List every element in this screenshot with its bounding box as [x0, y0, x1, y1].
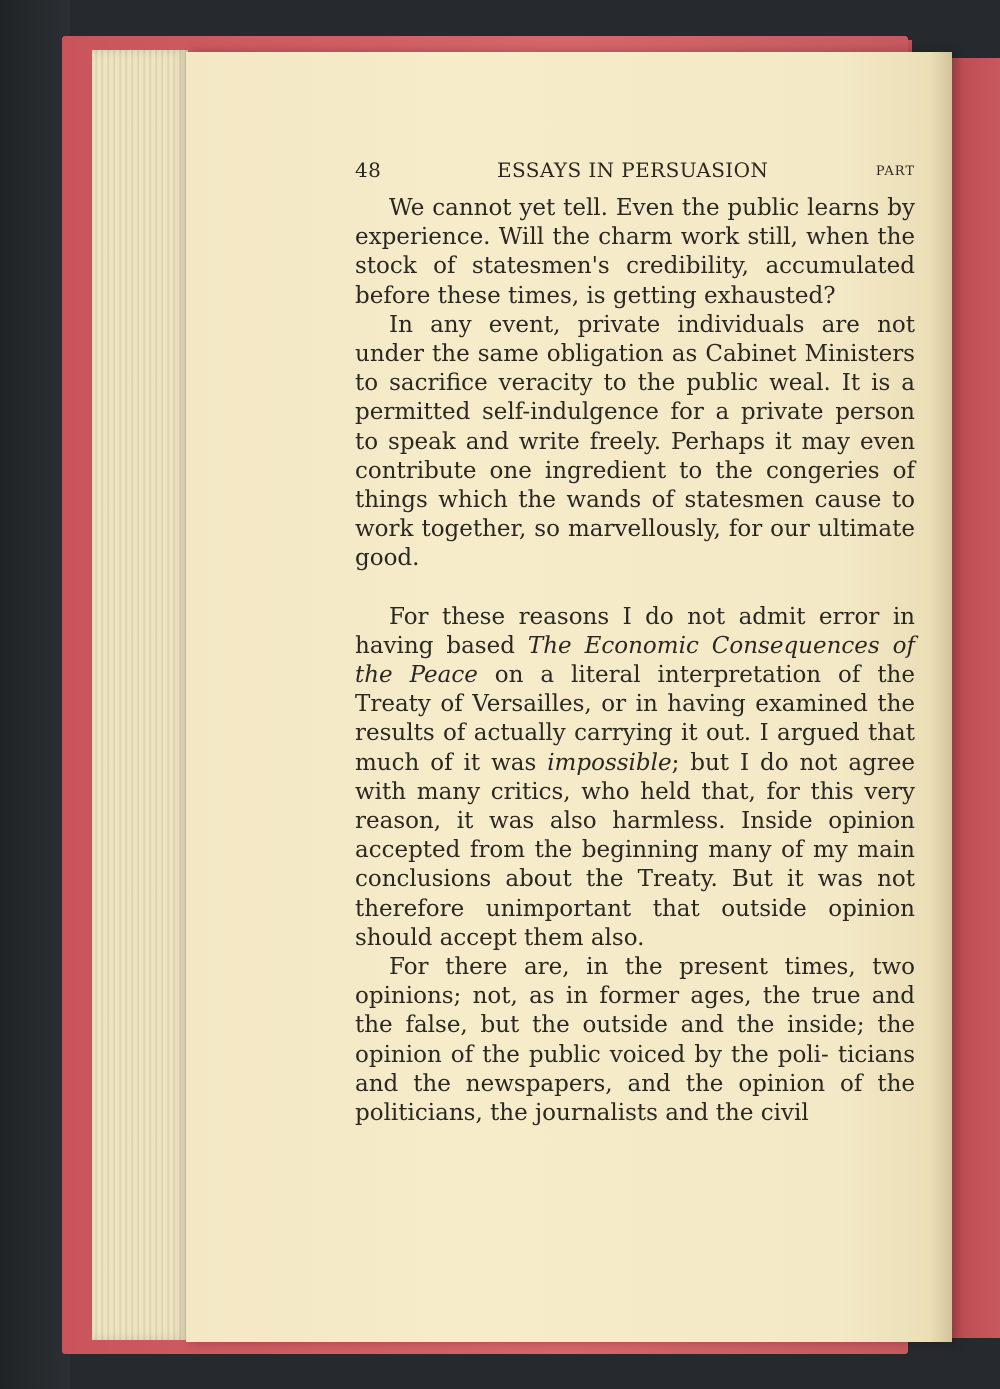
running-part-label: PART [875, 164, 915, 179]
text-line: exhausted? [703, 282, 836, 309]
text-line: For there are, in the present times, two [389, 954, 915, 981]
text-line: In any event, private individuals are not [389, 311, 915, 338]
page-text [355, 154, 915, 1128]
cover-corner [908, 40, 912, 52]
text-line: opinions; not, as in former ages, the true and [355, 983, 915, 1010]
text-line: even contribute one ingredient to the congeries [355, 428, 916, 484]
scan-background [0, 0, 70, 1389]
text-line: of the politicians, the journalists and the civil [355, 1070, 916, 1127]
paragraph-2 [355, 311, 915, 574]
text-line: to speak and write freely. Perhaps it may [355, 428, 851, 455]
text-run: on a literal interpretation of the Treaty of Versailles, or in having examined the results of actually carrying it out. I argued that much of it was [355, 662, 915, 776]
text-line: to sacrifice veracity to the public weal. It is a [355, 370, 915, 397]
text-line: the false, but the outside and the inside; [355, 1012, 865, 1039]
text-line: We cannot yet tell. Even the public [389, 195, 800, 221]
page-fold-shadow [930, 52, 952, 1342]
text-line: to work together, so marvellously, for our [355, 487, 915, 543]
paragraph-4 [355, 953, 915, 1128]
page-number: 48 [355, 158, 382, 182]
emphasis-italic: impossible [547, 749, 672, 776]
text-line: the opinion of the public voiced by the poli- [355, 1012, 915, 1068]
text-line: accumulated before these times, is getting [355, 253, 915, 309]
text-run: ; but I do not agree with many critics, who held that, for this very reason, it was also harmless. Inside opinion accepted from the beginning many of my main conclusions about the Treaty. But it was not therefore unimportant that outside opinion should accept them also. [355, 749, 915, 951]
running-head [355, 154, 915, 194]
book-title-italic: The Economic Consequences of the Peace [355, 632, 916, 689]
section-break [355, 574, 915, 603]
text-line: of things which the wands of statesmen cause [355, 457, 915, 514]
text-line: permitted self-indulgence for a private person [355, 399, 915, 426]
text-line: ticians and the newspapers, and the opinion [355, 1041, 915, 1097]
page-edges [92, 50, 188, 1340]
paragraph-3 [355, 603, 915, 953]
text-line: still, when the stock of statesmen's credibility, [355, 224, 916, 280]
paragraph-1 [355, 194, 915, 311]
text-line: learns by experience. Will the charm work [355, 195, 915, 251]
text-line: under the same obligation as Cabinet Ministers [355, 341, 915, 368]
book-cover-right [944, 58, 1000, 1338]
running-title: ESSAYS IN PERSUASION [497, 158, 769, 182]
text-run: For these reasons I do not admit error in having based [355, 603, 915, 659]
text-line: ultimate good. [355, 516, 915, 572]
